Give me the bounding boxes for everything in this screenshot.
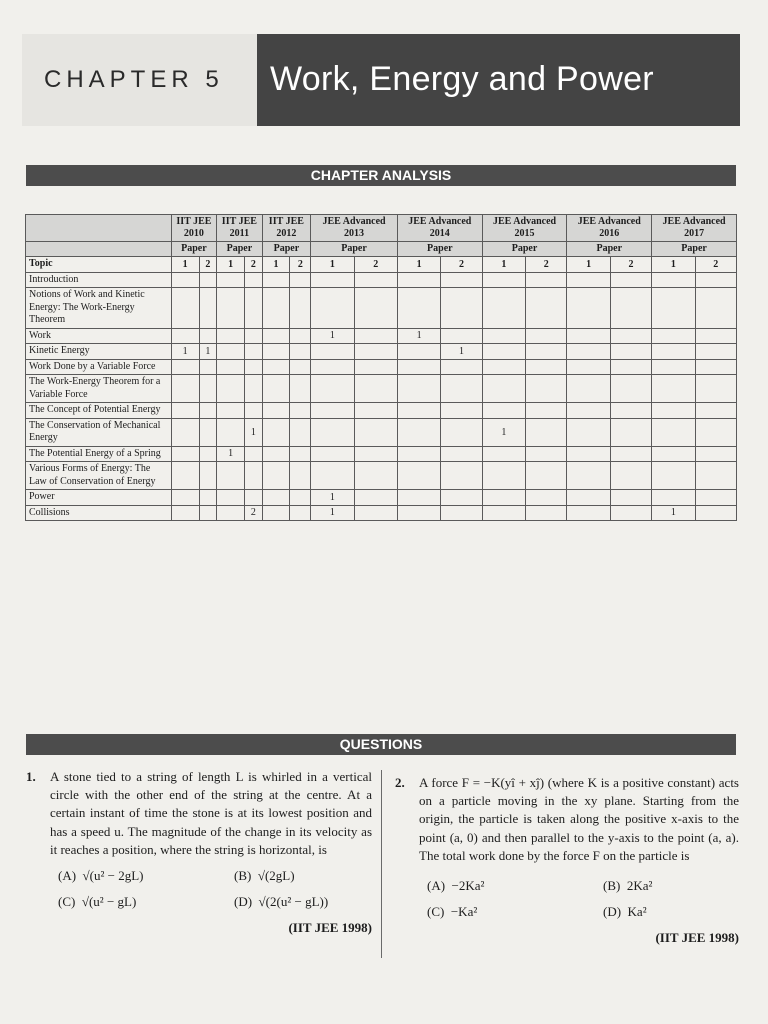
year-header-cell — [482, 215, 567, 242]
count-cell — [526, 272, 567, 288]
paper-number-cell: 1 — [171, 257, 199, 273]
count-cell — [652, 446, 695, 462]
count-cell — [311, 359, 354, 375]
year-header-row — [26, 215, 737, 242]
table-row — [26, 375, 737, 403]
paper-number-cell: 2 — [245, 257, 263, 273]
count-cell — [262, 359, 290, 375]
paper-number-cell: 2 — [354, 257, 397, 273]
count-cell — [610, 375, 651, 403]
year-header-cell — [397, 215, 482, 242]
count-cell — [441, 490, 482, 506]
count-cell — [567, 490, 610, 506]
chapter-title: Work, Energy and Power — [270, 60, 654, 98]
count-cell — [610, 418, 651, 446]
count-cell — [652, 344, 695, 360]
count-cell — [441, 418, 482, 446]
count-cell — [290, 505, 311, 521]
count-cell — [695, 344, 736, 360]
count-cell — [695, 446, 736, 462]
year-header-cell — [217, 215, 262, 242]
count-cell — [482, 462, 525, 490]
count-cell — [567, 403, 610, 419]
count-cell — [482, 344, 525, 360]
count-cell — [695, 462, 736, 490]
count-cell — [441, 403, 482, 419]
paper-number-cell: 1 — [397, 257, 440, 273]
count-cell — [245, 328, 263, 344]
paper-number-cell: 1 — [217, 257, 245, 273]
count-cell — [171, 418, 199, 446]
paper-number-cell: 2 — [199, 257, 217, 273]
table-row — [26, 505, 737, 521]
count-cell — [482, 328, 525, 344]
count-cell — [567, 375, 610, 403]
count-cell — [262, 288, 290, 329]
count-cell — [171, 288, 199, 329]
topic-cell: Notions of Work and Kinetic Energy: The Work-Energy Theorem — [26, 288, 172, 329]
paper-number-cell: 2 — [610, 257, 651, 273]
topic-cell: Kinetic Energy — [26, 344, 172, 360]
count-cell — [526, 446, 567, 462]
count-cell — [171, 446, 199, 462]
topic-cell: Work — [26, 328, 172, 344]
count-cell — [245, 272, 263, 288]
table-row — [26, 490, 737, 506]
question-source: (IIT JEE 1998) — [655, 930, 739, 946]
count-cell — [217, 505, 245, 521]
count-cell — [262, 490, 290, 506]
table-row — [26, 418, 737, 446]
count-cell — [199, 490, 217, 506]
count-cell — [262, 272, 290, 288]
count-cell — [610, 272, 651, 288]
count-cell — [610, 490, 651, 506]
count-cell — [290, 272, 311, 288]
topic-cell: The Concept of Potential Energy — [26, 403, 172, 419]
count-cell — [171, 272, 199, 288]
count-cell — [567, 418, 610, 446]
exam-name: JEE Advanced — [408, 216, 472, 227]
count-cell — [526, 328, 567, 344]
option-a: (A) −2Ka² — [427, 877, 485, 893]
topic-header-row — [26, 257, 737, 273]
paper-number-cell: 2 — [695, 257, 736, 273]
table-row — [26, 403, 737, 419]
count-cell — [245, 403, 263, 419]
count-cell — [482, 505, 525, 521]
count-cell — [482, 359, 525, 375]
count-cell — [354, 344, 397, 360]
count-cell — [199, 272, 217, 288]
count-cell — [354, 328, 397, 344]
count-cell — [171, 375, 199, 403]
count-cell — [290, 446, 311, 462]
topic-cell: Collisions — [26, 505, 172, 521]
exam-year: 2012 — [276, 228, 297, 239]
exam-year: 2010 — [183, 228, 204, 239]
count-cell — [262, 462, 290, 490]
questions-heading: QUESTIONS — [26, 734, 736, 755]
year-header-cell — [652, 215, 737, 242]
count-cell — [311, 446, 354, 462]
exam-name: JEE Advanced — [493, 216, 557, 227]
count-cell — [652, 288, 695, 329]
year-header-cell — [262, 215, 311, 242]
count-cell — [610, 288, 651, 329]
count-cell — [526, 288, 567, 329]
year-header-cell — [171, 215, 216, 242]
count-cell — [354, 418, 397, 446]
column-divider — [381, 770, 382, 958]
count-cell — [482, 375, 525, 403]
count-cell — [652, 418, 695, 446]
count-cell — [397, 359, 440, 375]
count-cell — [441, 272, 482, 288]
count-cell: 1 — [199, 344, 217, 360]
count-cell — [482, 446, 525, 462]
paper-number-cell: 2 — [441, 257, 482, 273]
count-cell — [199, 505, 217, 521]
table-row — [26, 359, 737, 375]
topic-header-label: Topic — [26, 257, 172, 273]
paper-number-cell: 2 — [526, 257, 567, 273]
count-cell — [567, 505, 610, 521]
count-cell — [199, 328, 217, 344]
count-cell — [567, 328, 610, 344]
count-cell — [397, 462, 440, 490]
count-cell — [199, 359, 217, 375]
paper-number-cell: 1 — [652, 257, 695, 273]
count-cell — [441, 288, 482, 329]
count-cell — [441, 446, 482, 462]
exam-name: JEE Advanced — [322, 216, 386, 227]
count-cell — [245, 288, 263, 329]
count-cell — [245, 359, 263, 375]
exam-year: 2013 — [344, 228, 365, 239]
count-cell — [199, 403, 217, 419]
count-cell — [290, 288, 311, 329]
count-cell — [262, 418, 290, 446]
topic-cell: The Work-Energy Theorem for a Variable Force — [26, 375, 172, 403]
chapter-number: CHAPTER 5 — [44, 66, 224, 93]
count-cell — [610, 505, 651, 521]
count-cell — [441, 328, 482, 344]
paper-number-cell: 1 — [482, 257, 525, 273]
blank-header-cell — [26, 242, 172, 257]
count-cell — [610, 344, 651, 360]
paper-header-cell: Paper — [171, 242, 216, 257]
option-c: (C) √(u² − gL) — [58, 894, 137, 910]
topic-cell: Work Done by a Variable Force — [26, 359, 172, 375]
year-header-cell — [311, 215, 398, 242]
count-cell — [397, 344, 440, 360]
count-cell — [217, 359, 245, 375]
paper-header-cell: Paper — [262, 242, 311, 257]
count-cell — [526, 359, 567, 375]
blank-header-cell — [26, 215, 172, 242]
count-cell — [171, 505, 199, 521]
count-cell — [217, 344, 245, 360]
count-cell — [695, 490, 736, 506]
exam-name: IIT JEE — [268, 216, 304, 227]
count-cell — [245, 490, 263, 506]
count-cell: 1 — [245, 418, 263, 446]
question-text: A force F = −K(yî + xĵ) (where K is a positive constant) acts on a particle moving in the xy plane. Starting from the origin, the particle is taken along the positive x-axis to the point (a, 0) and then parallel to the y-axis to the point (a, a). The total work done by the force F on the particle is — [419, 775, 739, 863]
count-cell — [311, 418, 354, 446]
count-cell — [397, 272, 440, 288]
count-cell — [695, 418, 736, 446]
count-cell: 1 — [441, 344, 482, 360]
topic-cell: Power — [26, 490, 172, 506]
count-cell — [441, 462, 482, 490]
paper-number-cell: 1 — [311, 257, 354, 273]
count-cell — [354, 462, 397, 490]
count-cell — [290, 375, 311, 403]
chapter-analysis-table — [25, 214, 737, 521]
count-cell — [441, 375, 482, 403]
option-b: (B) 2Ka² — [603, 877, 653, 893]
table-row — [26, 344, 737, 360]
exam-name: JEE Advanced — [662, 216, 726, 227]
option-d: (D) Ka² — [603, 904, 647, 920]
chapter-analysis-heading: CHAPTER ANALYSIS — [26, 165, 736, 186]
count-cell — [652, 359, 695, 375]
count-cell — [354, 490, 397, 506]
count-cell: 1 — [482, 418, 525, 446]
table-row — [26, 462, 737, 490]
exam-year: 2011 — [229, 228, 250, 239]
count-cell — [695, 403, 736, 419]
count-cell — [397, 288, 440, 329]
count-cell — [652, 403, 695, 419]
count-cell — [695, 359, 736, 375]
question-source: (IIT JEE 1998) — [288, 920, 372, 936]
count-cell — [610, 446, 651, 462]
count-cell — [217, 418, 245, 446]
count-cell — [354, 505, 397, 521]
count-cell — [171, 403, 199, 419]
count-cell — [245, 462, 263, 490]
count-cell — [567, 288, 610, 329]
count-cell — [652, 375, 695, 403]
count-cell: 1 — [311, 328, 354, 344]
count-cell — [567, 272, 610, 288]
table-row — [26, 328, 737, 344]
count-cell — [397, 418, 440, 446]
count-cell — [526, 505, 567, 521]
count-cell: 1 — [311, 490, 354, 506]
count-cell — [245, 446, 263, 462]
option-c: (C) −Ka² — [427, 904, 478, 920]
count-cell — [695, 288, 736, 329]
exam-year: 2016 — [599, 228, 620, 239]
count-cell — [526, 403, 567, 419]
count-cell — [245, 375, 263, 403]
topic-cell: Introduction — [26, 272, 172, 288]
count-cell — [482, 403, 525, 419]
count-cell — [290, 490, 311, 506]
count-cell — [199, 462, 217, 490]
count-cell — [526, 462, 567, 490]
count-cell — [610, 328, 651, 344]
count-cell — [262, 403, 290, 419]
count-cell — [567, 359, 610, 375]
exam-year: 2015 — [514, 228, 535, 239]
question-2 — [395, 774, 739, 948]
count-cell — [354, 403, 397, 419]
count-cell — [567, 344, 610, 360]
exam-name: JEE Advanced — [577, 216, 641, 227]
count-cell — [526, 490, 567, 506]
count-cell — [311, 375, 354, 403]
count-cell — [397, 490, 440, 506]
count-cell — [217, 272, 245, 288]
question-options — [427, 877, 739, 921]
count-cell — [262, 505, 290, 521]
count-cell: 2 — [245, 505, 263, 521]
count-cell — [199, 418, 217, 446]
count-cell — [311, 272, 354, 288]
count-cell — [290, 462, 311, 490]
question-1 — [26, 768, 372, 938]
table-row — [26, 446, 737, 462]
paper-header-cell: Paper — [482, 242, 567, 257]
count-cell — [199, 375, 217, 403]
count-cell — [171, 462, 199, 490]
count-cell — [199, 288, 217, 329]
count-cell — [610, 403, 651, 419]
year-header-cell — [567, 215, 652, 242]
count-cell — [526, 418, 567, 446]
count-cell — [262, 375, 290, 403]
paper-number-cell: 1 — [262, 257, 290, 273]
count-cell — [262, 446, 290, 462]
question-text: A stone tied to a string of length L is whirled in a vertical circle with the other end of the string at the centre. At a certain instant of time the stone is at its lowest position and has a speed u. The magnitude of the change in its velocity as it reaches a position, where the string is horizontal, is — [50, 769, 372, 857]
count-cell — [354, 359, 397, 375]
option-d: (D) √(2(u² − gL)) — [234, 894, 329, 910]
count-cell — [171, 328, 199, 344]
option-b: (B) √(2gL) — [234, 867, 295, 883]
count-cell — [290, 359, 311, 375]
count-cell — [290, 403, 311, 419]
count-cell — [311, 462, 354, 490]
count-cell — [217, 375, 245, 403]
count-cell — [652, 272, 695, 288]
paper-header-cell: Paper — [567, 242, 652, 257]
count-cell — [695, 375, 736, 403]
count-cell — [441, 505, 482, 521]
count-cell — [262, 328, 290, 344]
paper-header-cell: Paper — [217, 242, 262, 257]
count-cell — [695, 272, 736, 288]
count-cell — [354, 375, 397, 403]
count-cell — [311, 344, 354, 360]
paper-number-cell: 1 — [567, 257, 610, 273]
paper-header-cell: Paper — [397, 242, 482, 257]
count-cell — [397, 446, 440, 462]
paper-number-cell: 2 — [290, 257, 311, 273]
count-cell: 1 — [311, 505, 354, 521]
count-cell — [217, 288, 245, 329]
question-options — [58, 867, 372, 911]
topic-cell: The Potential Energy of a Spring — [26, 446, 172, 462]
count-cell — [217, 462, 245, 490]
paper-header-row — [26, 242, 737, 257]
count-cell — [652, 462, 695, 490]
count-cell: 1 — [397, 328, 440, 344]
count-cell — [610, 462, 651, 490]
count-cell: 1 — [217, 446, 245, 462]
paper-header-cell: Paper — [311, 242, 398, 257]
count-cell — [652, 328, 695, 344]
count-cell — [441, 359, 482, 375]
count-cell: 1 — [652, 505, 695, 521]
count-cell — [397, 403, 440, 419]
option-a: (A) √(u² − 2gL) — [58, 867, 144, 883]
exam-name: IIT JEE — [176, 216, 212, 227]
paper-header-cell: Paper — [652, 242, 737, 257]
exam-year: 2017 — [684, 228, 705, 239]
count-cell — [171, 490, 199, 506]
exam-year: 2014 — [429, 228, 450, 239]
count-cell — [290, 328, 311, 344]
question-number: 1. — [26, 769, 36, 784]
count-cell — [652, 490, 695, 506]
count-cell — [171, 359, 199, 375]
table-row — [26, 288, 737, 329]
count-cell — [354, 288, 397, 329]
count-cell — [199, 446, 217, 462]
table-row — [26, 272, 737, 288]
count-cell — [482, 288, 525, 329]
count-cell — [217, 490, 245, 506]
count-cell — [695, 505, 736, 521]
count-cell — [311, 403, 354, 419]
count-cell — [397, 375, 440, 403]
count-cell — [482, 272, 525, 288]
exam-name: IIT JEE — [221, 216, 257, 227]
count-cell — [695, 328, 736, 344]
question-number: 2. — [395, 775, 405, 790]
count-cell — [245, 344, 263, 360]
count-cell — [610, 359, 651, 375]
count-cell — [217, 403, 245, 419]
count-cell — [526, 344, 567, 360]
count-cell — [567, 462, 610, 490]
count-cell — [217, 328, 245, 344]
count-cell — [526, 375, 567, 403]
count-cell — [354, 446, 397, 462]
topic-cell: The Conservation of Mechanical Energy — [26, 418, 172, 446]
count-cell — [290, 344, 311, 360]
count-cell — [482, 490, 525, 506]
count-cell — [397, 505, 440, 521]
count-cell — [262, 344, 290, 360]
count-cell — [311, 288, 354, 329]
count-cell — [567, 446, 610, 462]
count-cell — [290, 418, 311, 446]
count-cell — [354, 272, 397, 288]
topic-cell: Various Forms of Energy: The Law of Conservation of Energy — [26, 462, 172, 490]
count-cell: 1 — [171, 344, 199, 360]
